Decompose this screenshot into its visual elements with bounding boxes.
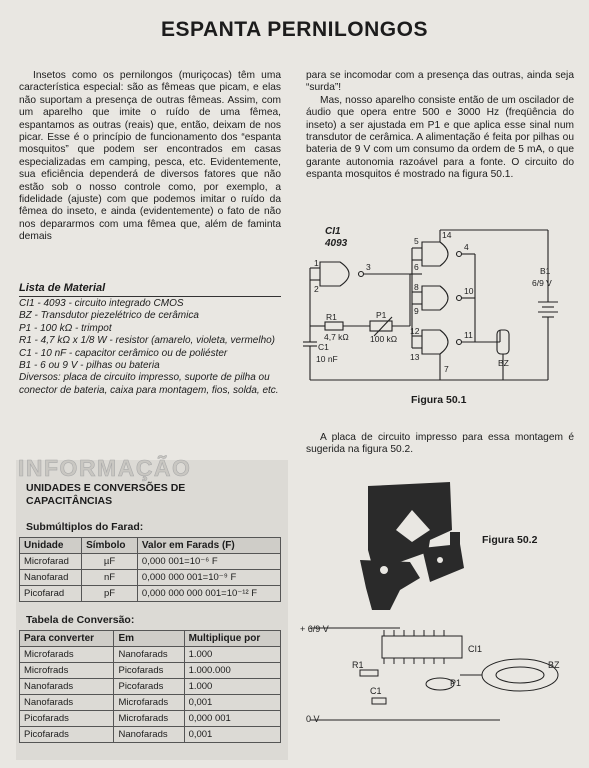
- ic-package: [382, 636, 462, 658]
- submultiples-table: [19, 537, 281, 602]
- c1-label: C1: [370, 686, 382, 696]
- material-item: B1 - 6 ou 9 V - pilhas ou bateria: [19, 360, 160, 372]
- table-cell: Nanofarads: [114, 647, 184, 663]
- nand-gate-3: [422, 286, 448, 310]
- pin-label: 3: [366, 262, 371, 272]
- figure-50-1-caption: Figura 50.1: [411, 394, 467, 406]
- pin-label: 12: [410, 326, 420, 336]
- table-cell: Microfarads: [20, 647, 114, 663]
- table-row: [20, 554, 281, 570]
- material-list-title: Lista de Material: [19, 282, 281, 297]
- b1-label: B1: [540, 266, 551, 276]
- pin-label: 10: [464, 286, 474, 296]
- table-header: Para converter: [20, 631, 114, 647]
- nand-gate-2: [422, 242, 448, 266]
- table-cell: Picofarads: [114, 663, 184, 679]
- pcb-paragraph: A placa de circuito impresso para essa montagem é sugerida na figura 50.2.: [306, 432, 574, 456]
- buzzer-bz: [482, 659, 558, 691]
- table2-title: Tabela de Conversão:: [26, 614, 135, 626]
- r1-label: R1: [352, 660, 364, 670]
- table-cell: nF: [82, 570, 138, 586]
- column-right-lower: [306, 432, 574, 457]
- pin-label: 11: [464, 330, 473, 340]
- table-cell: Microfarad: [20, 554, 82, 570]
- table-cell: 0,000 001: [184, 711, 280, 727]
- table-cell: 0,000 000 000 001=10⁻¹² F: [137, 586, 280, 602]
- pin-label: 8: [414, 282, 419, 292]
- pcb-trace: [450, 532, 460, 558]
- table-row: [20, 570, 281, 586]
- capacitor-c1: [372, 698, 386, 704]
- info-title: INFORMAÇÃO: [18, 455, 192, 481]
- info-subtitle: UNIDADES E CONVERSÕES DE CAPACITÂNCIAS: [26, 482, 186, 507]
- resistor-r1: [360, 670, 378, 676]
- pin-label: 13: [410, 352, 420, 362]
- pcb-trace: [360, 560, 420, 610]
- r1-value: 4,7 kΩ: [324, 332, 349, 342]
- table-cell: Nanofarads: [114, 727, 184, 743]
- circuit-schematic: [300, 222, 589, 392]
- material-item: BZ - Transdutor piezelétrico de cerâmica: [19, 310, 199, 322]
- table-row: [20, 711, 281, 727]
- table-header: Multiplique por: [184, 631, 280, 647]
- nand-gate-4: [422, 330, 448, 354]
- nand-gate-1: [320, 262, 349, 286]
- table-cell: 1.000: [184, 647, 280, 663]
- table-cell: Microfarads: [114, 695, 184, 711]
- material-item: R1 - 4,7 kΩ x 1/8 W - resistor (amarelo, violeta, vermelho): [19, 335, 276, 347]
- table-cell: Nanofarad: [20, 570, 82, 586]
- material-list: [19, 298, 281, 397]
- table-header: Valor em Farads (F): [137, 538, 280, 554]
- table-cell: pF: [82, 586, 138, 602]
- continued-paragraph: para se incomodar com a presença das outras, ainda seja “surda”!: [306, 70, 574, 94]
- pin-label: 2: [314, 284, 319, 294]
- material-item: CI1 - 4093 - circuito integrado CMOS: [19, 298, 184, 309]
- ci-part-label: 4093: [325, 238, 348, 249]
- table-row: [20, 647, 281, 663]
- pcb-layout: [300, 470, 589, 768]
- table-cell: 0,000 001=10⁻⁶ F: [137, 554, 280, 570]
- figure-50-2-caption: Figura 50.2: [482, 534, 538, 546]
- material-item: Diversos: placa de circuito impresso, suporte de pilha ou conector de bateria, caixa para montagem, fios, solda, etc.: [19, 372, 279, 396]
- c1-value: 10 nF: [316, 354, 338, 364]
- table-row: [20, 727, 281, 743]
- table-cell: 1.000.000: [184, 663, 280, 679]
- intro-paragraph: Insetos como os pernilongos (muriçocas) têm uma característica especial: são as fêmeas que picam, e elas não suportam a presença de outras fêmeas. Assim, com um aparelho que imite o ruído de uma fêmea, espantamos as outras (reais) que, então, deixam de nos picar. Esse é o princípio de funcionamento dos “espanta mosquitos” que podem ser encontrados em casas especializadas em camping, pesca, etc. Evidentemente, sua eficiência dependerá de diversos fatores que não estão sob o nosso controle como, por exemplo, a fidelidade (ajuste) com que podemos imitar o ruído da fêmea do inseto, e ainda (evidentemente) o fato de não nos depararmos com uma fêmea que, além de faminta demais: [19, 70, 281, 243]
- p1-value: 100 kΩ: [370, 334, 398, 344]
- b1-value: 6/9 V: [532, 278, 552, 288]
- table-cell: Nanofarads: [20, 695, 114, 711]
- table-row: [20, 679, 281, 695]
- table-cell: 1.000: [184, 679, 280, 695]
- column-right: [306, 70, 574, 182]
- table-cell: µF: [82, 554, 138, 570]
- pin-label: 5: [414, 236, 419, 246]
- plus-supply-label: + 6/9 V: [300, 624, 329, 634]
- bz-label: BZ: [498, 358, 509, 368]
- ci-label: CI1: [325, 226, 341, 237]
- r1-label: R1: [326, 312, 337, 322]
- pin-label: 7: [444, 364, 449, 374]
- circuit-description-paragraph: Mas, nosso aparelho consiste então de um oscilador de áudio que opera entre 500 e 3000 Hz (freqüência do inseto) a ser ajustada em P1 e que aplica esse sinal num transdutor de cerâmica. A alimentação é feita por pilhas ou bateria de 9 V com um consumo da ordem de 5 mA, o que garante autonomia razoável para a fonte. O circuito do espanta mosquitos é mostrado na figura 50.1.: [306, 94, 574, 181]
- table-cell: Picofarads: [114, 679, 184, 695]
- table-cell: Microfarads: [114, 711, 184, 727]
- pin-label: 14: [442, 230, 452, 240]
- table-cell: 0,001: [184, 727, 280, 743]
- material-item: P1 - 100 kΩ - trimpot: [19, 322, 112, 334]
- table-header: Símbolo: [82, 538, 138, 554]
- c1-label: C1: [318, 342, 329, 352]
- table-cell: 0,001: [184, 695, 280, 711]
- page-title: ESPANTA PERNILONGOS: [161, 18, 428, 41]
- material-item: C1 - 10 nF - capacitor cerâmico ou de poliéster: [19, 347, 228, 359]
- pin-label: 4: [464, 242, 469, 252]
- table-header: Unidade: [20, 538, 82, 554]
- p1-label: P1: [450, 678, 462, 688]
- table1-title: Submúltiplos do Farad:: [26, 521, 144, 533]
- pin-label: 1: [314, 258, 319, 268]
- table-cell: Picofarads: [20, 727, 114, 743]
- table-row: [20, 586, 281, 602]
- column-left: [19, 70, 281, 244]
- table-header: Em: [114, 631, 184, 647]
- zero-volt-label: 0 V: [306, 714, 320, 724]
- trimpot-p1: [370, 321, 392, 331]
- table-cell: Picofarads: [20, 711, 114, 727]
- table-row: [20, 663, 281, 679]
- ci-label: CI1: [468, 644, 483, 654]
- resistor-r1: [325, 322, 343, 330]
- table-cell: Picofarad: [20, 586, 82, 602]
- bz-label: BZ: [548, 660, 560, 670]
- pin-label: 9: [414, 306, 419, 316]
- pin-label: 6: [414, 262, 419, 272]
- table-cell: Microfrads: [20, 663, 114, 679]
- table-cell: Nanofarads: [20, 679, 114, 695]
- table-row: [20, 695, 281, 711]
- table-cell: 0,000 000 001=10⁻⁹ F: [137, 570, 280, 586]
- conversion-table: [19, 630, 281, 743]
- p1-label: P1: [376, 310, 387, 320]
